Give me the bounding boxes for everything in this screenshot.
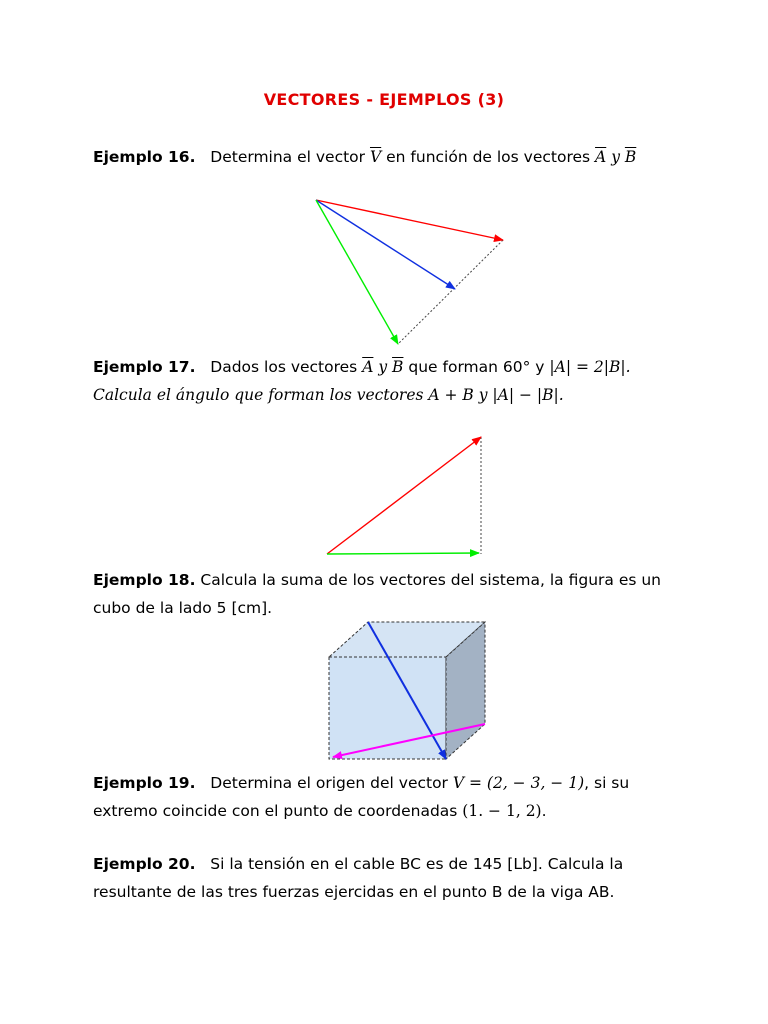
example-19-line2: extremo coincide con el punto de coordenadas (1. − 1, 2). [93, 802, 547, 820]
example-18-label: Ejemplo 18. [93, 571, 196, 589]
page-title: VECTORES - EJEMPLOS (3) [263, 90, 505, 109]
dotted-guide-line [398, 240, 503, 344]
example-19-label: Ejemplo 19. [93, 774, 196, 792]
vector-a-red [316, 200, 503, 240]
vector-b-green [316, 200, 398, 344]
cube-front-face [329, 657, 446, 759]
triangle-vectors-figure [316, 200, 503, 344]
example-18-line2: cubo de la lado 5 [cm]. [93, 599, 273, 617]
example-19-statement: Ejemplo 19. Determina el origen del vector V = (2, − 3, − 1), si su [93, 774, 630, 792]
example-20-label: Ejemplo 20. [93, 855, 196, 873]
vector-v-blue [316, 200, 455, 289]
cube-figure [329, 622, 485, 759]
example-16-statement: Ejemplo 16. Determina el vector $\overline{V}$ en función de los vectores $\overline{A}$ y $\overline{B}$ [93, 148, 637, 166]
example-17-statement: Ejemplo 17. Dados los vectores $\overline{A}$ y $\overline{B}$ que forman 60° y |A| = 2|B|. [93, 358, 631, 376]
vector-green-horizontal [327, 553, 479, 554]
example-17-label: Ejemplo 17. [93, 358, 196, 376]
right-triangle-vectors-figure [327, 437, 481, 554]
example-16-label: Ejemplo 16. [93, 148, 196, 166]
example-20-statement: Ejemplo 20. Si la tensión en el cable BC es de 145 [Lb]. Calcula la [93, 855, 624, 873]
example-20-line2: resultante de las tres fuerzas ejercidas en el punto B de la viga AB. [93, 883, 615, 901]
vector-red-diagonal [327, 437, 481, 554]
example-17-line2: Calcula el ángulo que forman los vectores A + B y |A| − |B|. [93, 386, 564, 404]
example-18-statement: Ejemplo 18. Calcula la suma de los vectores del sistema, la figura es un [93, 571, 662, 589]
